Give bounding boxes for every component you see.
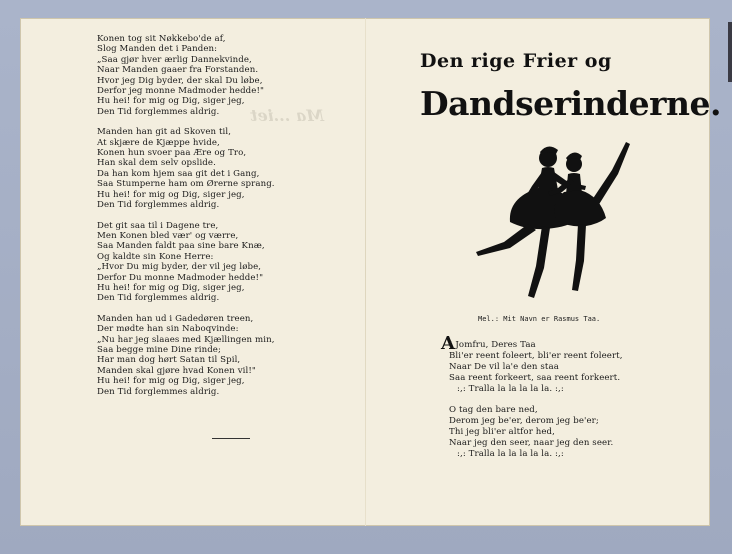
left-page-text [97,34,317,407]
stanza-right-1 [441,340,671,395]
melody-note: Mel.: Mit Navn er Rasmus Taa. [478,315,601,323]
verse-line: Den Tid forglemmes aldrig. [97,293,220,304]
title-line-1: Den rige Frier og [420,50,612,72]
verse-line: Har man dog hørt Satan til Spil, [97,355,241,366]
bleed-through-text: Ma ...iet [250,106,325,125]
verse-line: ! Jomfru, Deres Taa [449,340,536,350]
verse-line: Thi jeg bli'er altfor hed, [449,427,555,437]
verse-line: Han skal dem selv opslide. [97,158,216,169]
verse-line: At skjære de Kjæppe hvide, [97,137,220,148]
verse-line: „Nu har jeg slaaes med Kjællingen min, [97,334,275,345]
verse-line: Hu hei! for mig og Dig, siger jeg, [97,189,245,200]
verse-line: „Hvor Du mig byder, der vil jeg løbe, [97,262,262,273]
verse-line: Men Konen bled vær' og værre, [97,230,239,241]
verse-line: Hu hei! for mig og Dig, siger jeg, [97,376,245,387]
page-fold [365,18,366,526]
verse-line: Den Tid forglemmes aldrig. [97,106,220,117]
stanza-1 [97,34,317,117]
verse-line: Konen tog sit Nøkkebo'de af, [97,34,226,44]
verse-line: Naar Manden gaaer fra Forstanden. [97,65,259,76]
verse-line: Hvor jeg Dig byder, der skal Du løbe, [97,75,263,86]
chorus-line: :,: Tralla la la la la la. :,: [457,449,564,459]
verse-line: Slog Manden det i Panden: [97,44,218,55]
right-page-text [441,340,671,470]
verse-line: Saa begge mine Dine rinde; [97,344,221,355]
verse-line: Den Tid forglemmes aldrig. [97,386,220,397]
chorus-line: :,: Tralla la la la la la. :,: [457,384,564,394]
verse-line: Saa Manden faldt paa sine bare Knæ, [97,241,265,252]
end-rule [212,438,250,439]
verse-line: Naar jeg den seer, naar jeg den seer. [449,438,614,448]
verse-line: Da han kom hjem saa git det i Gang, [97,168,260,179]
verse-line: „Saa gjør hver ærlig Dannekvinde, [97,54,252,65]
verse-line: Manden han git ad Skoven til, [97,127,232,138]
verse-line: Naar De vil la'e den staa [449,362,559,372]
drop-cap: A [441,333,455,354]
verse-line: Det git saa til i Dagene tre, [97,220,219,231]
stanza-4 [97,314,317,397]
stanza-3 [97,221,317,304]
stanza-right-2 [441,405,671,460]
verse-line: Manden han ud i Gadedøren treen, [97,313,254,324]
window-edge [728,22,732,82]
title-line-2: Dandserinderne. [420,84,721,123]
verse-line: Manden skal gjøre hvad Konen vil!" [97,365,256,376]
verse-line: Saa reent forkeert, saa reent forkeert. [449,373,621,383]
stanza-2 [97,127,317,210]
verse-line: Derfor Du monne Madmoder hedde!" [97,272,264,283]
verse-line: Den Tid forglemmes aldrig. [97,200,220,211]
verse-line: Hu hei! for mig og Dig, siger jeg, [97,282,245,293]
verse-line: O tag den bare ned, [449,405,538,415]
verse-line: Bli'er reent foleert, bli'er reent foleert, [449,351,623,361]
verse-line: Derfor jeg monne Madmoder hedde!" [97,86,265,97]
verse-line: Hu hei! for mig og Dig, siger jeg, [97,96,245,107]
verse-line: Derom jeg be'er, derom jeg be'er; [449,416,599,426]
dancers-silhouette-illustration [442,138,642,302]
verse-line: Og kaldte sin Kone Herre: [97,251,214,262]
verse-line: Konen hun svoer paa Ære og Tro, [97,148,247,159]
verse-line: Der mødte han sin Naboqvinde: [97,324,239,335]
verse-line: Saa Stumperne ham om Ørerne sprang. [97,179,275,190]
